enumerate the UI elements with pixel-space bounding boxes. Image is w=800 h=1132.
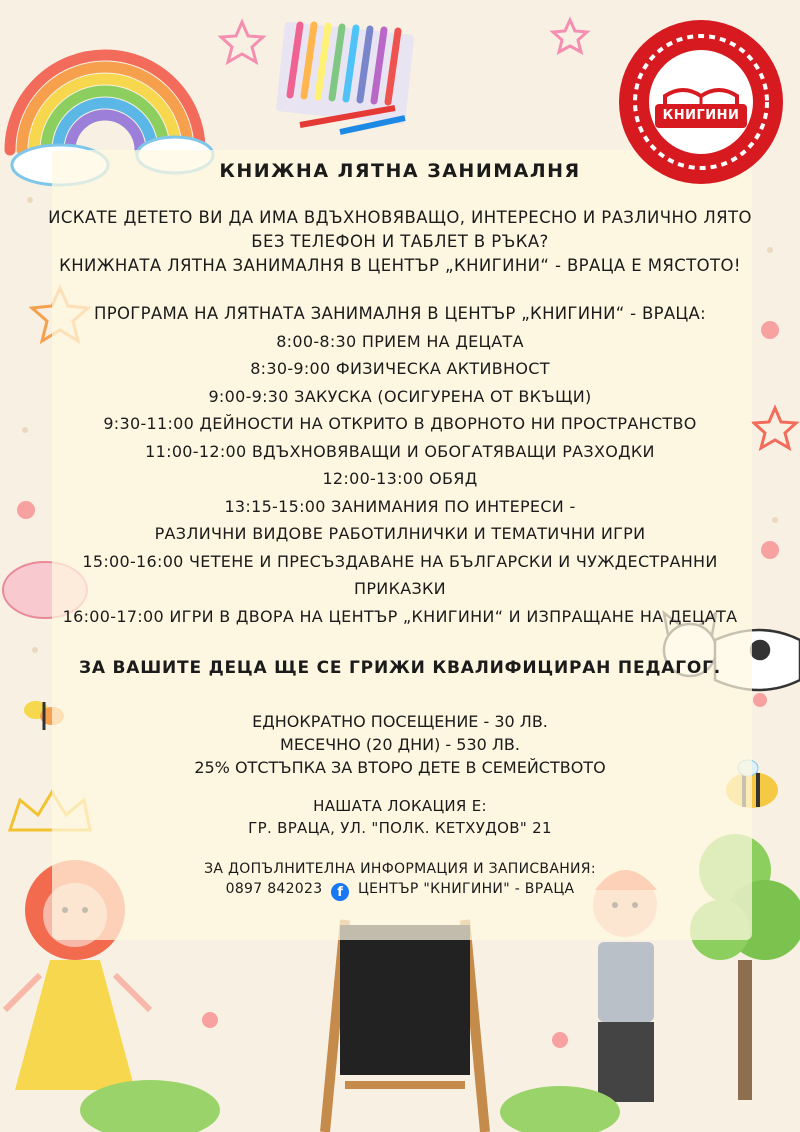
program-item: 12:00-13:00 ОБЯД xyxy=(322,469,478,488)
prices-block xyxy=(40,710,760,779)
page-title: КНИЖНА ЛЯТНА ЗАНИМАЛНЯ xyxy=(219,160,581,182)
info-label: ЗА ДОПЪЛНИТЕЛНА ИНФОРМАЦИЯ И ЗАПИСВАНИЯ: xyxy=(204,861,596,877)
program-item: 11:00-12:00 ВДЪХНОВЯВАЩИ И ОБОГАТЯВАЩИ РАЗХОДКИ xyxy=(145,441,655,461)
info-block xyxy=(40,859,760,901)
logo-text: КНИГИНИ xyxy=(662,108,740,123)
care-statement: ЗА ВАШИТЕ ДЕЦА ЩЕ СЕ ГРИЖИ КВАЛИФИЦИРАН ПЕДАГОГ. xyxy=(78,658,722,678)
program-item: 16:00-17:00 ИГРИ В ДВОРА НА ЦЕНТЪР „КНИГИНИ“ И ИЗПРАЩАНЕ НА ДЕЦАТА xyxy=(62,606,738,626)
colored-pencils-illustration xyxy=(276,21,415,132)
program-item: 13:15-15:00 ЗАНИМАНИЯ ПО ИНТЕРЕСИ - xyxy=(224,496,576,516)
price-line: 25% ОТСТЪПКА ЗА ВТОРО ДЕТЕ В СЕМЕЙСТВОТО xyxy=(194,758,606,777)
contact-line xyxy=(40,879,760,901)
program-heading: ПРОГРАМА НА ЛЯТНАТА ЗАНИМАЛНЯ В ЦЕНТЪР „КНИГИНИ“ - ВРАЦА: xyxy=(94,304,706,323)
program-item: 8:00-8:30 ПРИЕМ НА ДЕЦАТА xyxy=(276,331,524,351)
intro-block xyxy=(40,206,760,278)
flyer-content xyxy=(40,160,760,901)
facebook-icon[interactable]: f xyxy=(331,883,349,901)
program-block xyxy=(40,300,760,630)
program-item: 15:00-16:00 ЧЕТЕНЕ И ПРЕСЪЗДАВАНЕ НА БЪЛГАРСКИ И ЧУЖДЕСТРАННИ ПРИКАЗКИ xyxy=(82,551,718,598)
intro-line: КНИЖНАТА ЛЯТНА ЗАНИМАЛНЯ В ЦЕНТЪР „КНИГИНИ“ - ВРАЦА Е МЯСТОТО! xyxy=(59,256,741,275)
location-address: ГР. ВРАЦА, УЛ. "ПОЛК. КЕТХУДОВ" 21 xyxy=(248,819,552,837)
intro-line: ИСКАТЕ ДЕТЕТО ВИ ДА ИМА ВДЪХНОВЯВАЩО, ИНТЕРЕСНО И РАЗЛИЧНО ЛЯТО xyxy=(48,208,752,227)
intro-line: БЕЗ ТЕЛЕФОН И ТАБЛЕТ В РЪКА? xyxy=(251,232,549,251)
program-item: 8:30-9:00 ФИЗИЧЕСКА АКТИВНОСТ xyxy=(250,359,550,378)
location-label: НАШАТА ЛОКАЦИЯ Е: xyxy=(313,797,487,815)
phone-number[interactable]: 0897 842023 xyxy=(225,881,323,897)
price-line: ЕДНОКРАТНО ПОСЕЩЕНИЕ - 30 ЛВ. xyxy=(252,712,548,731)
chalkboard-doodle xyxy=(325,920,485,1132)
program-item: 9:30-11:00 ДЕЙНОСТИ НА ОТКРИТО В ДВОРНОТО НИ ПРОСТРАНСТВО xyxy=(103,414,697,433)
program-item: 9:00-9:30 ЗАКУСКА (ОСИГУРЕНА ОТ ВКЪЩИ) xyxy=(208,386,592,406)
program-item: РАЗЛИЧНИ ВИДОВЕ РАБОТИЛНИЧКИ И ТЕМАТИЧНИ ИГРИ xyxy=(154,524,646,543)
price-line: МЕСЕЧНО (20 ДНИ) - 530 ЛВ. xyxy=(280,735,520,754)
location-block xyxy=(40,795,760,839)
facebook-page[interactable]: ЦЕНТЪР "КНИГИНИ" - ВРАЦА xyxy=(357,881,575,897)
